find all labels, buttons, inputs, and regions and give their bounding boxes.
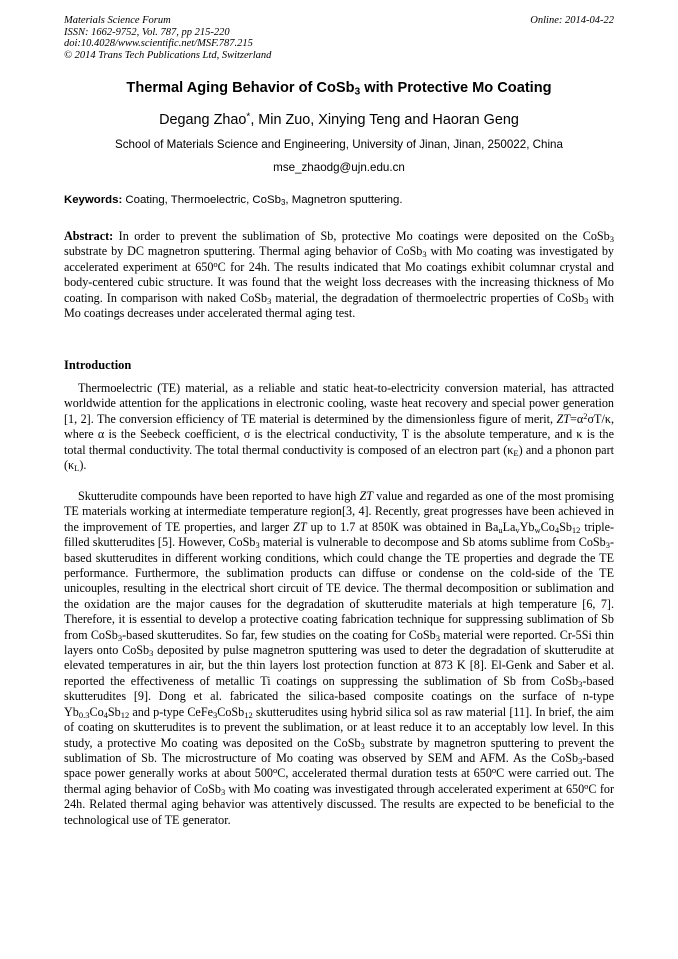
affiliation: School of Materials Science and Engineering, University of Jinan, Jinan, 250022, China [115, 138, 563, 151]
author-list: Degang Zhao*, Min Zuo, Xinying Teng and Haoran Geng [159, 111, 519, 128]
keywords: Keywords: Coating, Thermoelectric, CoSb$_3$, Magnetron sputtering. [64, 194, 403, 207]
journal-copyright: © 2014 Trans Tech Publications Ltd, Switzerland [64, 49, 272, 61]
paper-title: Thermal Aging Behavior of CoSb$_3$ with Protective Mo Coating [126, 80, 552, 98]
journal-doi: doi:10.4028/www.scientific.net/MSF.787.215 [64, 38, 253, 50]
abstract-label: Abstract: [64, 229, 114, 243]
abstract: Abstract: In order to prevent the sublimation of Sb, protective Mo coatings were deposited on the CoSb$_3$ substrate by DC magnetron sputtering. Thermal aging behavior of CoSb$_3$ with Mo coating was investigated by accelerated experiment at 650$^o$C for 24h. The results indicated that Mo coatings exhibit columnar crystal and body-centered cubic structure. It was found that the weight loss decreases with the increasing thickness of Mo coating. In comparison with naked CoSb$_3$ material, the degradation of thermoelectric properties of CoSb$_3$ with Mo coatings decreases under accelerated thermal aging test. [64, 229, 615, 321]
keywords-label: Keywords: [64, 194, 123, 206]
journal-name: Materials Science Forum [64, 15, 171, 26]
journal-header [64, 15, 614, 61]
author-email[interactable]: mse_zhaodg@ujn.edu.cn [273, 161, 405, 174]
introduction-paragraph-1: Thermoelectric (TE) material, as a reliable and static heat-to-electricity conversion material, has attracted worldwide attention for the applications in electronic cooling, waste heat recovery and special power generation [1, 2]. The conversion efficiency of TE material is determined by the dimensionless figure of merit, $ZT=\alpha^2\sigma T/\kappa$, where α is the Seebeck coefficient, σ is the electrical conductivity, T is the absolute temperature, and κ is the total thermal conductivity. The total thermal conductivity is composed of an electron part $(\kappa_E)$ and a phonon part $(\kappa_L)$. [64, 381, 614, 474]
corresponding-author-mark: * [246, 111, 251, 123]
journal-issn: ISSN: 1662-9752, Vol. 787, pp 215-220 [64, 26, 230, 38]
section-heading-introduction: Introduction [64, 358, 132, 372]
introduction-paragraph-2: Skutterudite compounds have been reported to have high ZT value and regarded as one of the most promising TE materials working at intermediate temperature region[3, 4]. Recently, great progresses have been achieved in the improvement of TE properties, and larger ZT up to 1.7 at 850K was obtained in $Ba_uLa_vYb_wCo_4Sb_{12}$ triple-filled skutterudites [5]. However, CoSb$_3$ material is vulnerable to decompose and Sb atoms sublime from CoSb$_3$-based skutterudites in different working conditions, which could change the TE properties and degrade the TE performance. Furthermore, the sublimation products can diffuse or condense on the cold-side of the TE unicouples, resulting in the electrical short circuit of TE device. The thermal decomposition or sublimation and the oxidation are the major causes for the degradation of skutterudite materials at high temperature [6, 7]. Therefore, it is essential to develop a protective coating fabrication technique for suppressing sublimation of Sb from CoSb$_3$-based skutterudites. So far, few studies on the coating for CoSb$_3$ material were reported. Cr-5Si thin layers onto CoSb$_3$ deposited by pulse magnetron sputtering was used to deter the degradation of skutterudite at elevated temperatures in air, but the thin layers lost protection function at 873 K [8]. El-Genk and Saber et al. reported the effectiveness of metallic Ti coatings on suppressing the sublimation of Sb from CoSb$_3$-based skutterudites [9]. Dong et al. fabricated the silica-based composite coatings on the surface of n-type $Yb_{0.3}Co_4Sb_{12}$ and p-type CeFe$_3$CoSb$_{12}$ skutterudites using hybrid silica sol as raw material [11]. In brief, the aim of coating on skutterudites is to prevent the sublimation, or at least reduce it to an acceptably low level. In this study, a protective Mo coating was deposited on the CoSb$_3$ substrate by magnetron sputtering to prevent the sublimation of Sb. The microstructure of Mo coating was observed by SEM and AFM. As the CoSb$_3$-based space power generally works at about 500$^o$C, accelerated thermal duration tests at 650$^o$C were carried out. The thermal aging behavior of CoSb$_3$ with Mo coating was investigated through accelerated experiment at 650$^o$C for 24h. Related thermal aging behavior was attentively discussed. The results are expected to be beneficial to the technological use of TE generator. [64, 489, 615, 827]
online-date: Online: 2014-04-22 [530, 15, 614, 26]
